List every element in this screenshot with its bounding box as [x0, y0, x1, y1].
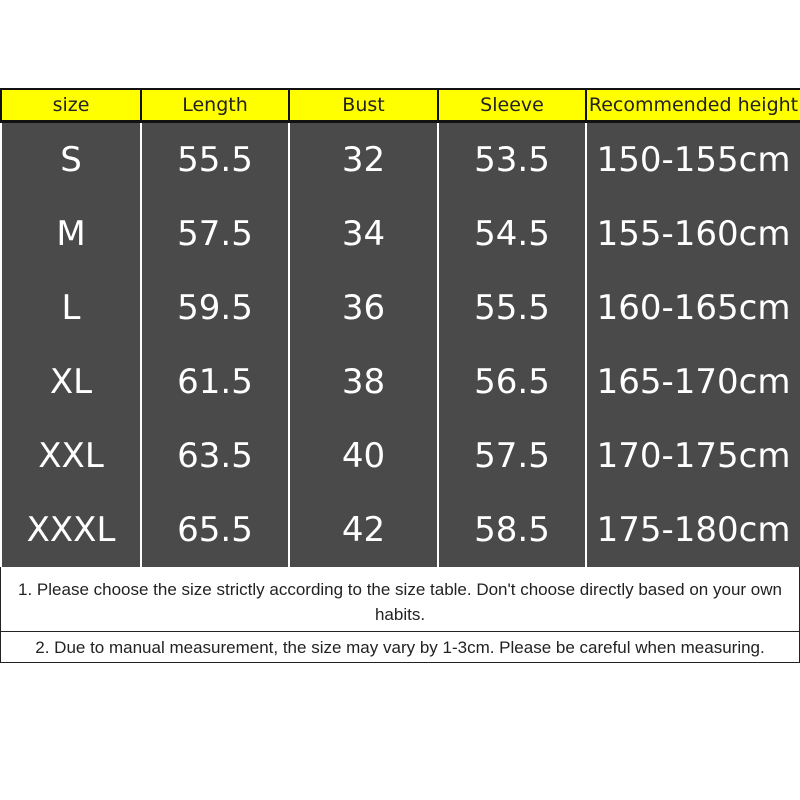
- cell-size: XXXL: [1, 493, 141, 567]
- cell-recommended-height: 160-165cm: [586, 271, 800, 345]
- header-length: Length: [141, 89, 289, 122]
- cell-bust: 36: [289, 271, 438, 345]
- header-sleeve: Sleeve: [438, 89, 586, 122]
- cell-recommended-height: 165-170cm: [586, 345, 800, 419]
- cell-sleeve: 55.5: [438, 271, 586, 345]
- table-row: [1, 122, 800, 198]
- table-row: [1, 493, 800, 567]
- size-table: [0, 88, 800, 567]
- cell-size: L: [1, 271, 141, 345]
- cell-bust: 40: [289, 419, 438, 493]
- cell-length: 61.5: [141, 345, 289, 419]
- header-recommended-height: Recommended height: [586, 89, 800, 122]
- cell-size: XXL: [1, 419, 141, 493]
- header-bust: Bust: [289, 89, 438, 122]
- cell-recommended-height: 175-180cm: [586, 493, 800, 567]
- cell-recommended-height: 170-175cm: [586, 419, 800, 493]
- cell-sleeve: 56.5: [438, 345, 586, 419]
- cell-sleeve: 54.5: [438, 197, 586, 271]
- cell-bust: 34: [289, 197, 438, 271]
- cell-sleeve: 53.5: [438, 122, 586, 198]
- size-chart: [0, 88, 800, 663]
- notes-section: [0, 567, 800, 663]
- cell-size: S: [1, 122, 141, 198]
- table-row: [1, 197, 800, 271]
- cell-bust: 38: [289, 345, 438, 419]
- cell-bust: 42: [289, 493, 438, 567]
- note-measurement: 2. Due to manual measurement, the size may vary by 1-3cm. Please be careful when measuring.: [35, 638, 765, 657]
- cell-size: XL: [1, 345, 141, 419]
- cell-sleeve: 57.5: [438, 419, 586, 493]
- header-row: [1, 89, 800, 122]
- note-size-choice: 1. Please choose the size strictly according to the size table. Don't choose directly based on your own habits.: [1, 567, 799, 632]
- cell-length: 59.5: [141, 271, 289, 345]
- cell-bust: 32: [289, 122, 438, 198]
- cell-length: 65.5: [141, 493, 289, 567]
- header-size: size: [1, 89, 141, 122]
- cell-length: 63.5: [141, 419, 289, 493]
- table-row: [1, 345, 800, 419]
- table-row: [1, 271, 800, 345]
- cell-sleeve: 58.5: [438, 493, 586, 567]
- table-row: [1, 419, 800, 493]
- cell-recommended-height: 155-160cm: [586, 197, 800, 271]
- cell-length: 55.5: [141, 122, 289, 198]
- cell-recommended-height: 150-155cm: [586, 122, 800, 198]
- cell-size: M: [1, 197, 141, 271]
- cell-length: 57.5: [141, 197, 289, 271]
